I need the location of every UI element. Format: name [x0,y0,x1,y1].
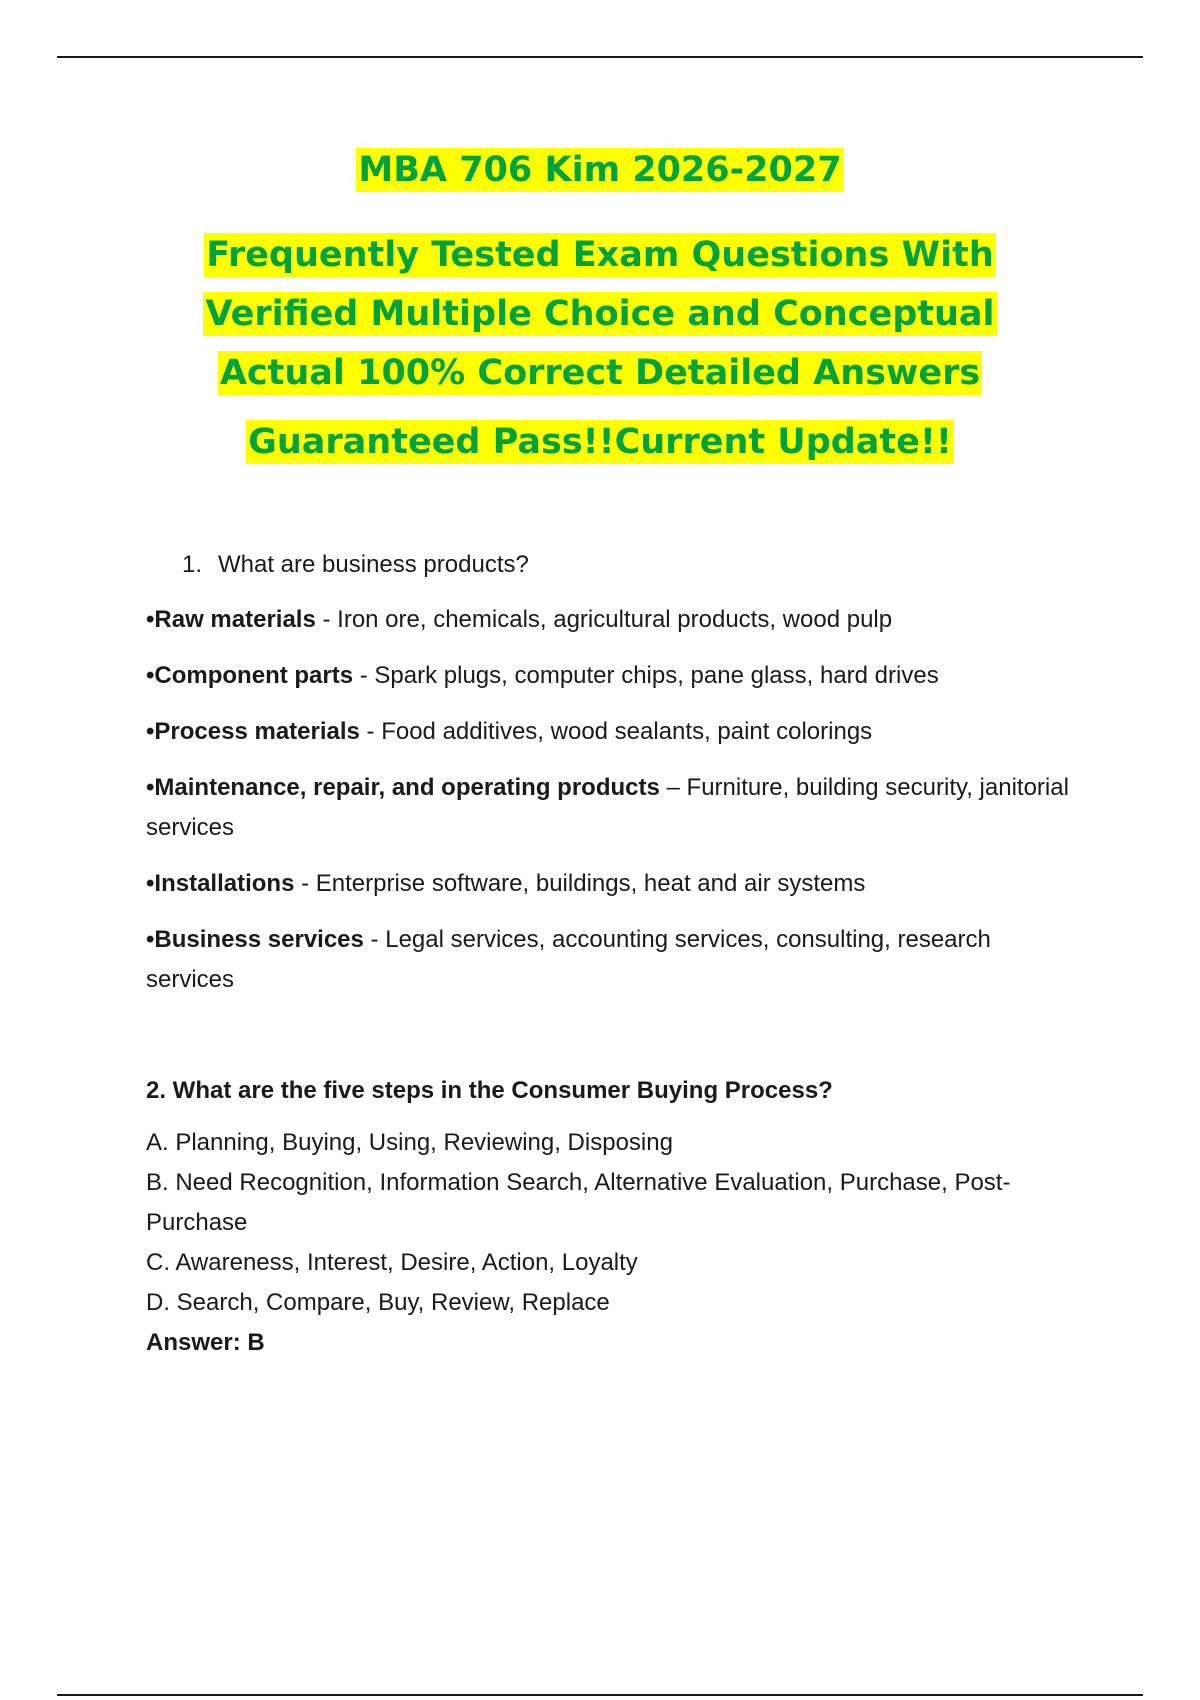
option-d: D. Search, Compare, Buy, Review, Replace [146,1289,610,1316]
question-2 [146,1071,1076,1363]
list-item [146,864,1076,904]
option-b: B. Need Recognition, Information Search, Alternative Evaluation, Purchase, Post-Purchase [146,1169,1011,1236]
item-description: – Furniture, building security, janitorial services [146,774,1069,841]
question-1-text: What are business products? [218,551,529,578]
option-c: C. Awareness, Interest, Desire, Action, Loyalty [146,1249,638,1276]
item-term: Installations [154,870,295,897]
bullet: • [146,870,155,897]
bullet: • [146,926,155,953]
item-term: Process materials [154,718,360,745]
bottom-rule [57,1694,1143,1696]
list-item [146,920,1076,1000]
bullet: • [146,662,155,689]
list-item [146,600,1076,640]
title-subtitle [0,226,1200,403]
title-line-3-text: Verified Multiple Choice and Conceptual [205,294,995,334]
top-rule [57,56,1143,58]
item-description: - Spark plugs, computer chips, pane glass, hard drives [353,662,939,689]
item-term: Component parts [154,662,354,689]
business-products-list [146,600,1076,1016]
bullet: • [146,718,155,745]
item-term: Business services [154,926,364,953]
list-item [146,712,1076,752]
question-1-number: 1. [182,551,203,578]
item-description: - Food additives, wood sealants, paint colorings [359,718,873,745]
title-line-1-text: MBA 706 Kim 2026-2027 [358,150,842,190]
item-description: - Iron ore, chemicals, agricultural products, wood pulp [315,606,893,633]
title-line-last-text: Guaranteed Pass!!Current Update!! [248,422,952,462]
list-item [146,768,1076,848]
title-line-4-text: Actual 100% Correct Detailed Answers [219,353,981,393]
item-description: - Enterprise software, buildings, heat and air systems [294,870,866,897]
option-a: A. Planning, Buying, Using, Reviewing, Disposing [146,1129,673,1156]
list-item [146,656,1076,696]
title-line-2-text: Frequently Tested Exam Questions With [206,235,994,275]
title-line-last [0,422,1200,462]
bullet: • [146,774,155,801]
item-term: Raw materials [154,606,316,633]
question-2-text: 2. What are the five steps in the Consumer Buying Process? [146,1077,833,1104]
title-line-1 [0,150,1200,190]
answer-label: Answer: B [146,1329,265,1356]
question-1 [182,545,529,585]
item-term: Maintenance, repair, and operating products [154,774,660,801]
item-description: - Legal services, accounting services, consulting, research services [146,926,991,993]
bullet: • [146,606,155,633]
